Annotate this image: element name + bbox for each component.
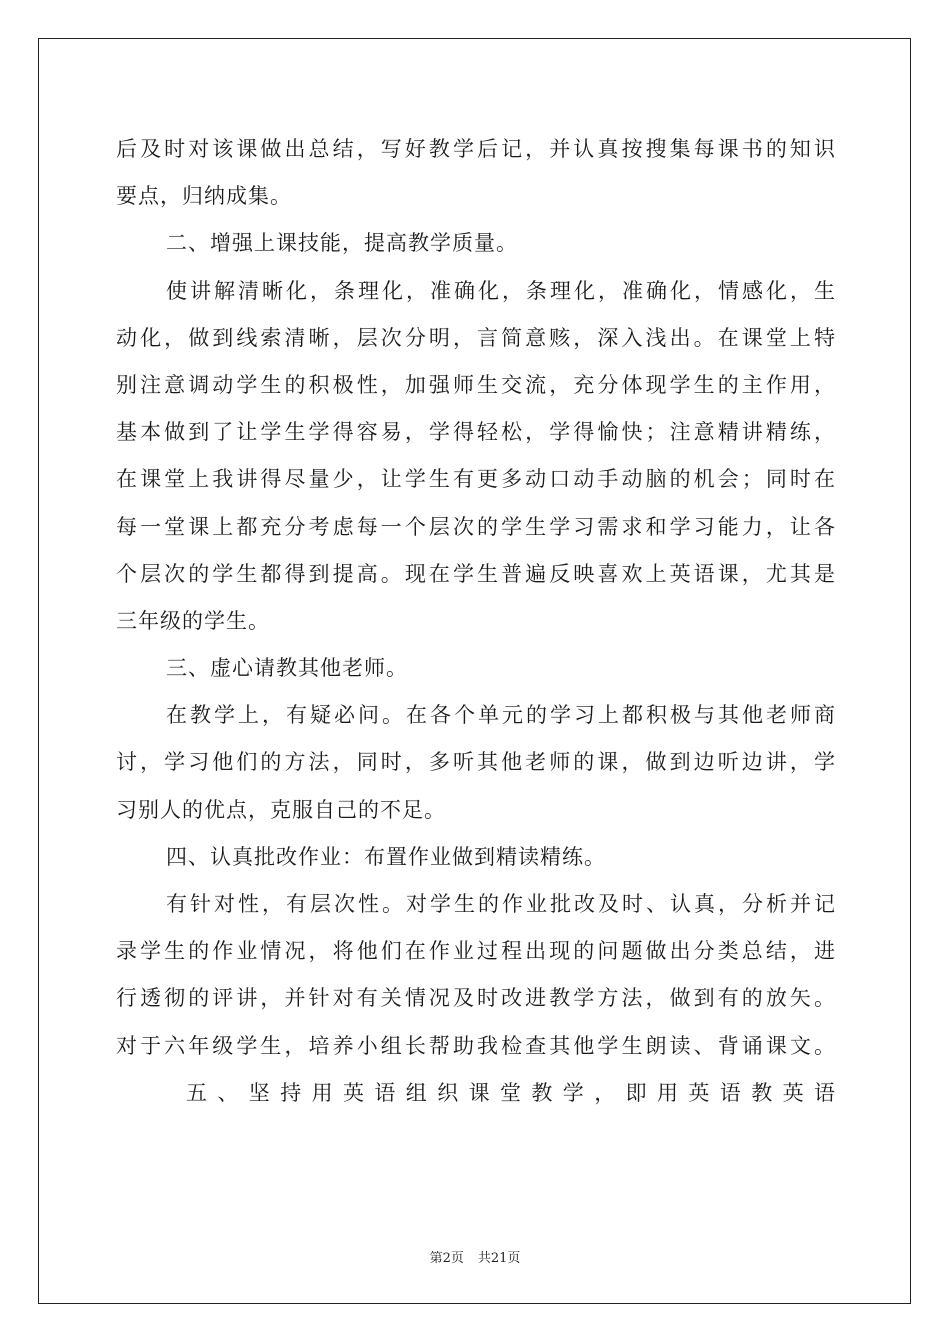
text-line: 别注意调动学生的积极性，加强师生交流，充分体现学生的主作用，	[116, 372, 836, 397]
text-line: 录学生的作业情况，将他们在作业过程出现的问题做出分类总结，进	[116, 939, 836, 964]
section-heading: 五、坚持用英语组织课堂教学，即用英语教英语	[186, 1080, 836, 1105]
text-line: 三年级的学生。	[116, 608, 270, 633]
section-heading: 三、虚心请教其他老师。	[166, 656, 408, 681]
text-line: 讨，学习他们的方法，同时，多听其他老师的课，做到边听边讲，学	[116, 750, 836, 775]
document-body	[116, 126, 836, 1117]
text-line: 每一堂课上都充分考虑每一个层次的学生学习需求和学习能力，让各	[116, 514, 836, 539]
page-number: 第2页	[429, 1251, 464, 1266]
text-line: 在教学上，有疑必问。在各个单元的学习上都积极与其他老师商	[166, 703, 836, 728]
text-line: 基本做到了让学生学得容易，学得轻松，学得愉快；注意精讲精练，	[116, 420, 836, 445]
page-total: 共21页	[477, 1251, 521, 1266]
text-line: 对于六年级学生，培养小组长帮助我检查其他学生朗读、背诵课文。	[116, 1033, 836, 1058]
text-line: 动化，做到线索清晰，层次分明，言简意赅，深入浅出。在课堂上特	[116, 325, 836, 350]
text-line: 个层次的学生都得到提高。现在学生普遍反映喜欢上英语课，尤其是	[116, 561, 836, 586]
text-line: 习别人的优点，克服自己的不足。	[116, 797, 446, 822]
section-heading: 二、增强上课技能，提高教学质量。	[166, 231, 518, 256]
text-line: 后及时对该课做出总结，写好教学后记，并认真按搜集每课书的知识	[116, 137, 836, 161]
text-line: 行透彻的评讲，并针对有关情况及时改进教学方法，做到有的放矢。	[116, 986, 836, 1011]
page-footer	[0, 1247, 950, 1266]
text-line: 在课堂上我讲得尽量少，让学生有更多动口动手动脑的机会；同时在	[116, 467, 836, 492]
text-line: 使讲解清晰化，条理化，准确化，条理化，准确化，情感化，生	[166, 278, 836, 303]
text-line: 要点，归纳成集。	[116, 184, 292, 209]
text-line: 有针对性，有层次性。对学生的作业批改及时、认真，分析并记	[166, 892, 836, 916]
section-heading: 四、认真批改作业：布置作业做到精读精练。	[166, 844, 606, 869]
